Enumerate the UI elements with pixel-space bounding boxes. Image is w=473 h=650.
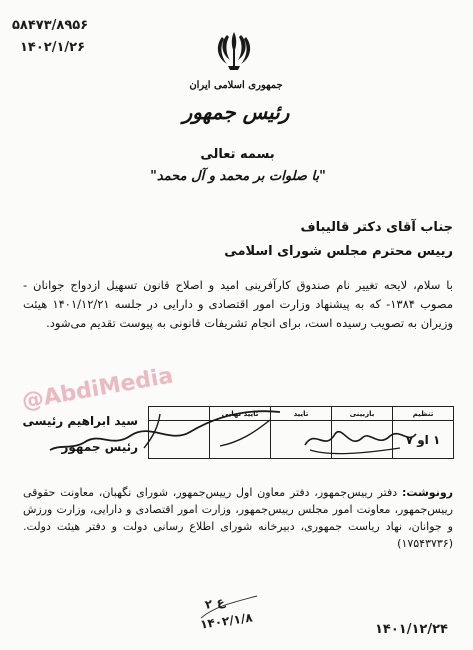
salavat-line: "با صلوات بر محمد و آل محمد" [150, 169, 326, 184]
letter-number: ۵۸۴۷۳/۸۹۵۶ [12, 18, 89, 33]
approval-cell-prepare: ۱ او ۷ [393, 421, 454, 459]
letter-body: با سلام، لایحه تغییر نام صندوق کارآفرینی امید و اصلاح قانون تسهیل ازدواج جوانان - مصوب ۱۳۸۴- که به پیشنهاد وزارت امور اقتصادی و دارایی در جلسه ۱۴۰۱/۱۲/۲۱ هیئت وزیران به تصویب رسیده است، برای انجام تشریفات قانونی به پیوست تقدیم می‌شود. [23, 278, 453, 330]
signer-title: رئیس جمهور [61, 440, 138, 454]
bismillah: بسمه تعالی [200, 147, 275, 162]
president-label: رئیس جمهور [182, 100, 290, 124]
addressee-name: جناب آقای دکتر قالیباف [300, 220, 453, 235]
stamp-code: ع ۲ [203, 594, 226, 612]
cc-title: رونوشت: [401, 486, 453, 499]
cc-text: دفتر رییس‌جمهور، دفتر معاون اول رییس‌جمهور، شورای نگهبان، معاونت حقوقی رییس‌جمهور، معاونت امور مجلس رییس‌جمهور، وزارت امور اقتصادی و دارایی، وزارت ورزش و جوانان، نهاد ریاست جمهوری، دبیرخانه شورای اطلاع رسانی دولت و دفتر هیئت دولت.(۱۷۵۴۳۷۳۶) [23, 486, 453, 550]
document-date: ۱۴۰۱/۱۲/۲۴ [375, 622, 448, 637]
republic-label: جمهوری اسلامی ایران [189, 80, 283, 91]
addressee-title: رییس محترم مجلس شورای اسلامی [224, 244, 453, 259]
iran-emblem-icon [214, 28, 254, 72]
signer-name: سید ابراهیم رئیسی [22, 414, 138, 428]
letter-date: ۱۴۰۲/۱/۲۶ [20, 40, 86, 55]
watermark: @AbdiMedia [20, 363, 176, 415]
initials-signature-icon [300, 420, 420, 460]
carbon-copy-block [23, 484, 453, 552]
approval-header-approve: تایید [271, 407, 332, 421]
stamp-date: ۱۴۰۲/۱/۸ [199, 610, 254, 632]
approval-header-prepare: تنظیم [393, 407, 454, 421]
approval-header-final: تایید نهایی [210, 407, 271, 421]
approval-header-review: بازبینی [332, 407, 393, 421]
